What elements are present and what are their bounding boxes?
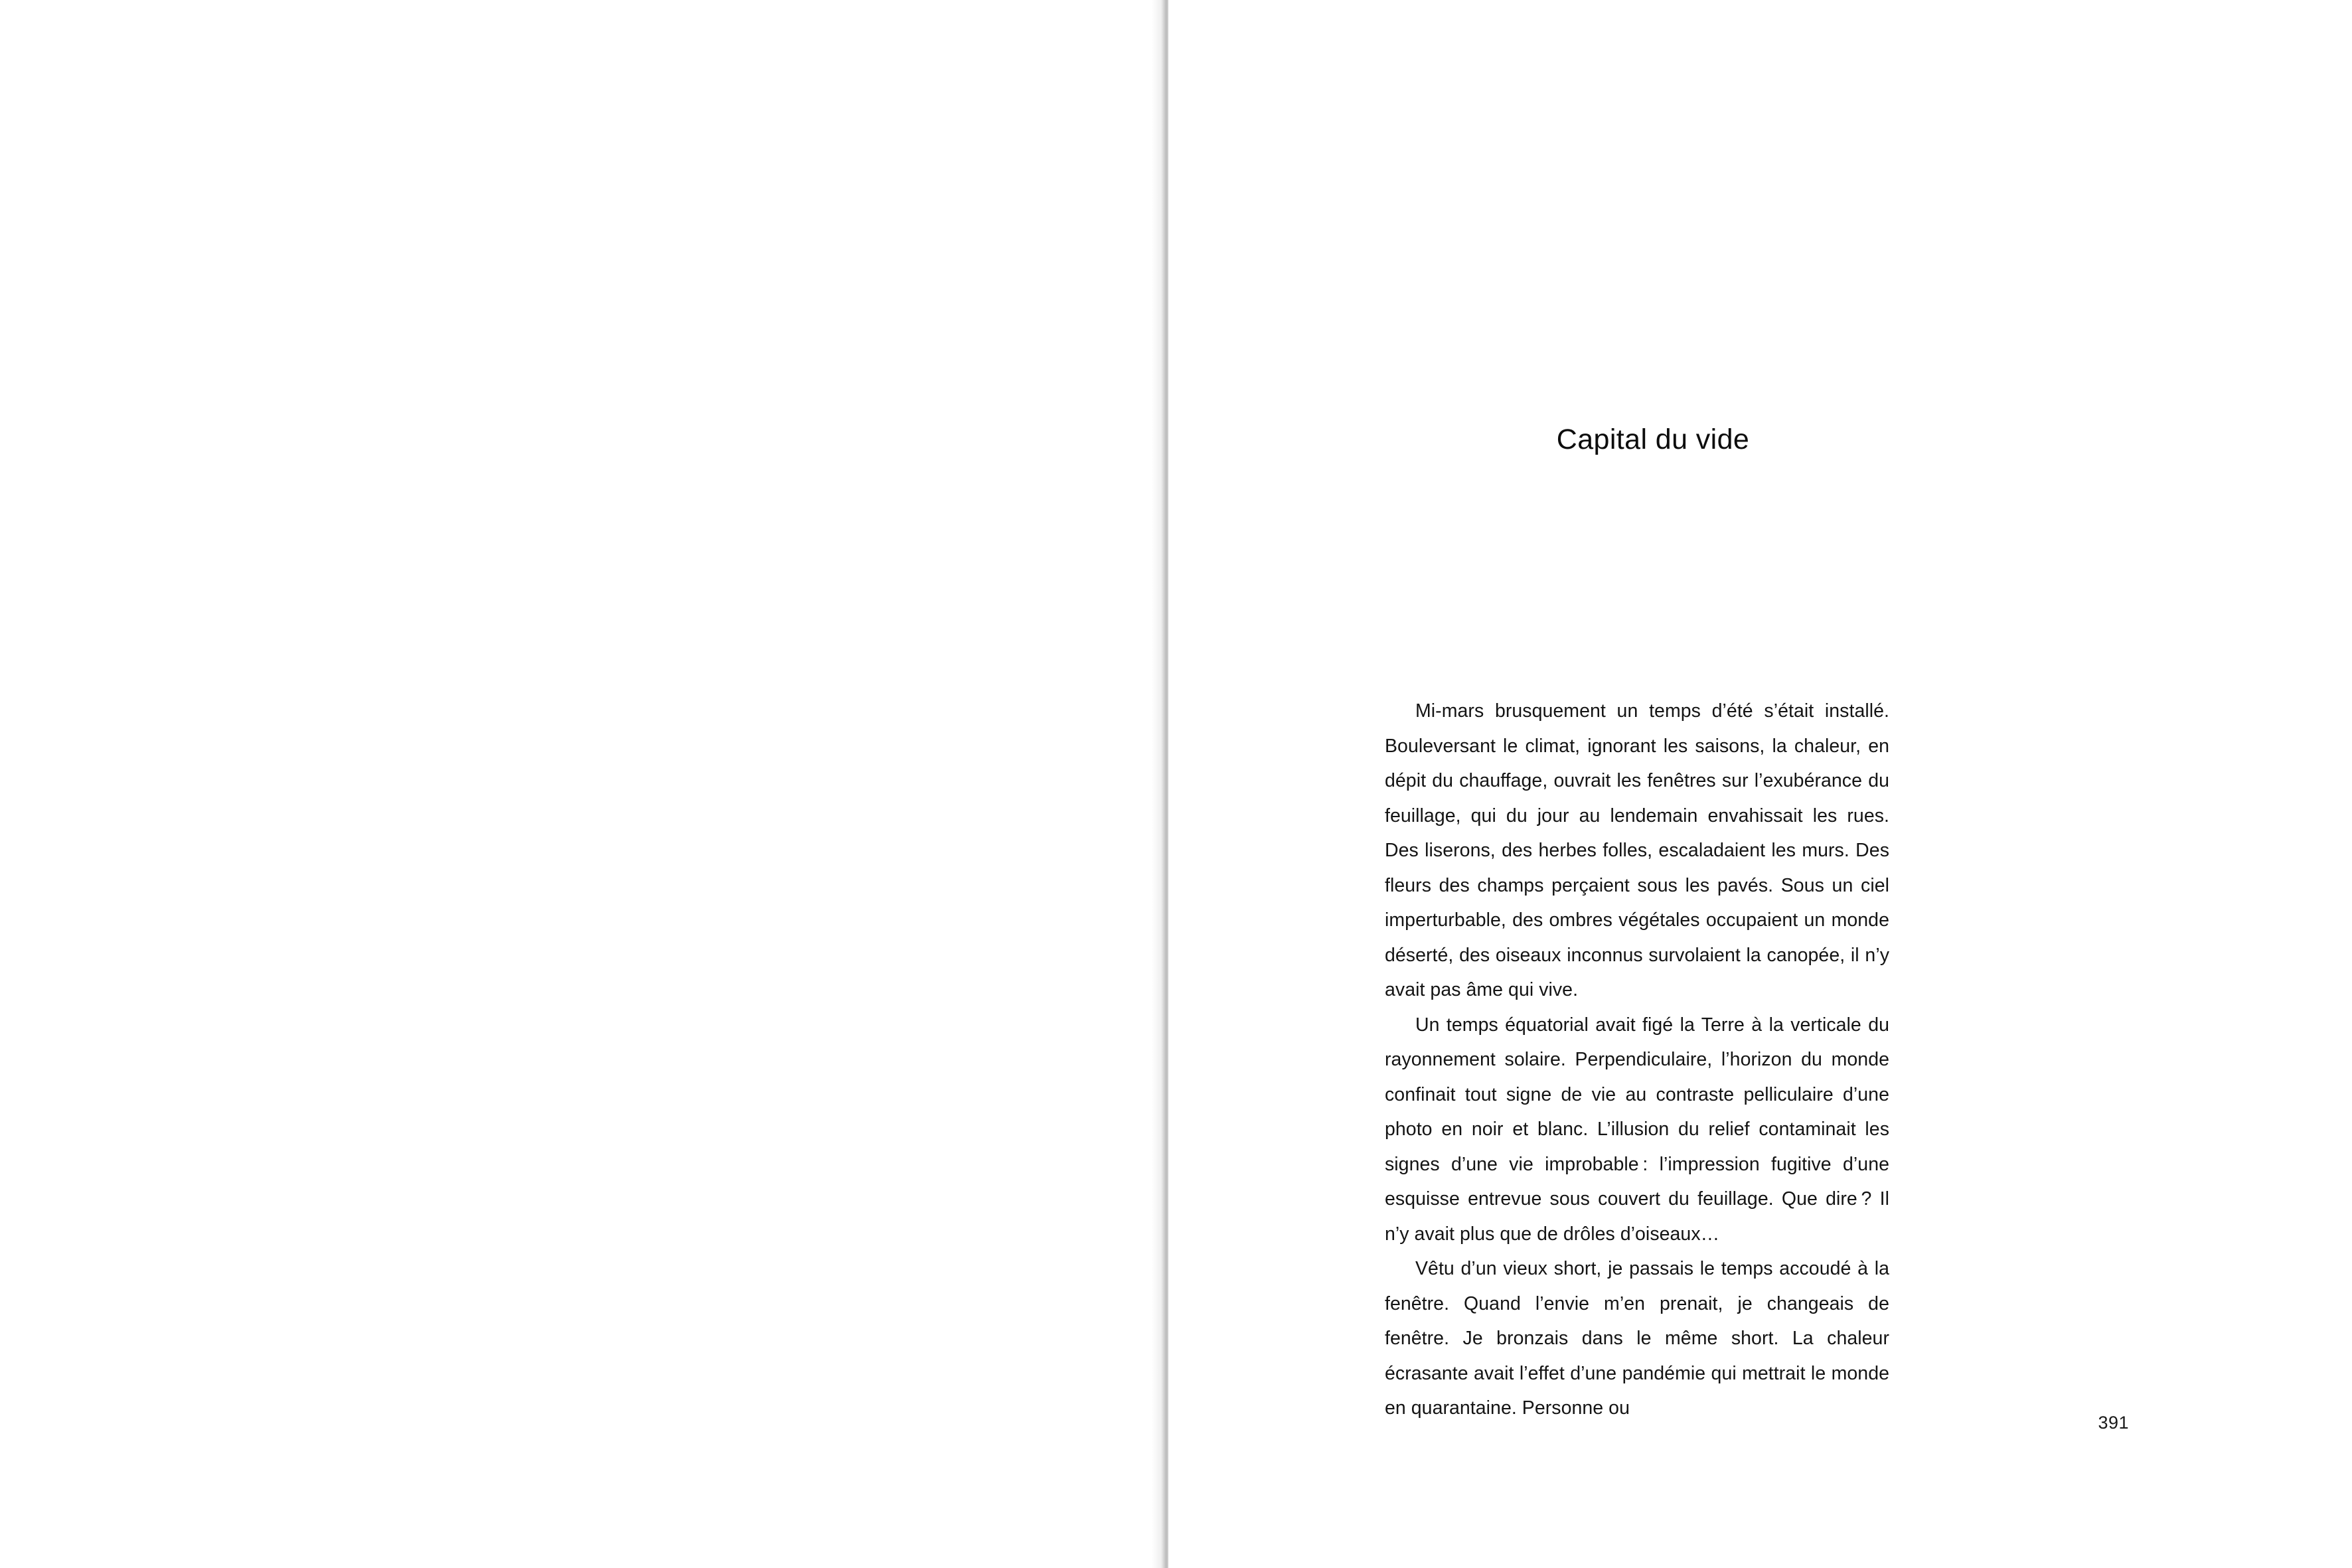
chapter-title: Capital du vide [1556, 424, 1750, 455]
body-text-block [1385, 694, 1889, 1426]
right-text-page [1168, 0, 2352, 1568]
page-number: 391 [2098, 1413, 2129, 1433]
paragraph: Vêtu d’un vieux short, je passais le temps accoudé à la fenêtre. Quand l’envie m’en prenait, je changeais de fenêtre. Je bronzais dans le même short. La chaleur écrasante avait l’effet d’une pandémie qui mettrait le monde en quarantaine. Personne ou [1385, 1258, 1889, 1419]
paragraph: Un temps équatorial avait figé la Terre à la verticale du rayonnement solaire. Perpendiculaire, l’horizon du monde confinait tout signe de vie au contraste pelliculaire d’une photo en noir et blanc. L’illusion du relief contaminait les signes d’une vie improbable : l’impression fugitive d’une esquisse entrevue sous couvert du feuillage. Que dire ? Il n’y avait plus que de drôles d’oiseaux… [1385, 1014, 1889, 1245]
left-blank-page [0, 0, 1168, 1568]
paragraph: Mi-mars brusquement un temps d’été s’était installé. Bouleversant le climat, ignorant les saisons, la chaleur, en dépit du chauffage, ouvrait les fenêtres sur l’exubérance du feuillage, qui du jour au lendemain envahissait les rues. Des liserons, des herbes folles, escaladaient les murs. Des fleurs des champs perçaient sous les pavés. Sous un ciel imperturbable, des ombres végétales occupaient un monde déserté, des oiseaux inconnus survolaient la canopée, il n’y avait pas âme qui vive. [1385, 700, 1889, 1000]
